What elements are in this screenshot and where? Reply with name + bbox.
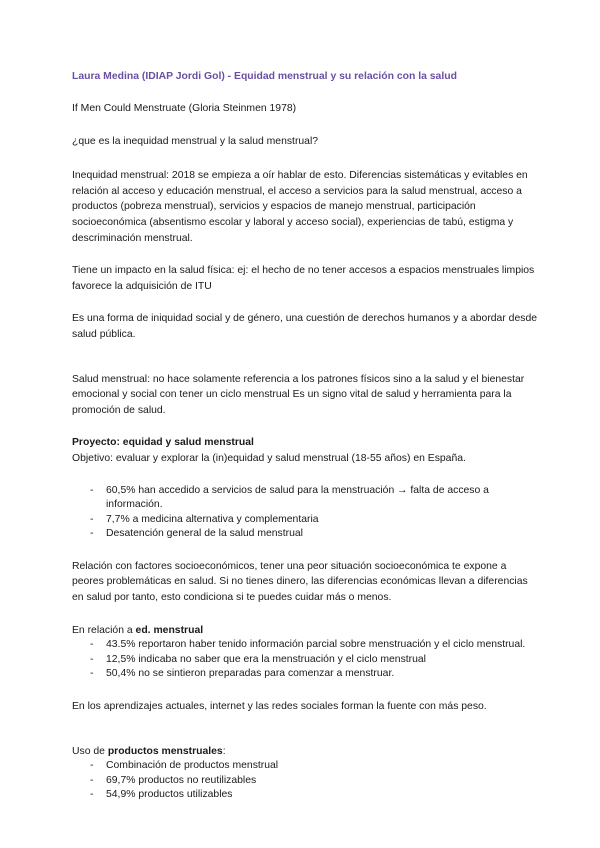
list-item: - 69,7% productos no reutilizables <box>90 774 257 786</box>
proyecto-list <box>72 484 540 542</box>
uso-heading: Uso de productos menstruales: <box>72 745 226 757</box>
ed-heading: En relación a ed. menstrual <box>72 624 204 636</box>
paragraph-aprendizajes: En los aprendizajes actuales, internet y las redes sociales forman la fuente con más peso. <box>72 701 487 713</box>
list-item: - 12,5% indicaba no saber que era la menstruación y el ciclo menstrual <box>90 653 426 665</box>
paragraph-question: ¿que es la inequidad menstrual y la salud menstrual? <box>72 135 319 147</box>
list-item: - Desatención general de la salud menstrual <box>90 528 303 540</box>
list-item: - 54,9% productos utilizables <box>90 789 233 801</box>
list-item: - 60,5% han accedido a servicios de salud para la menstruación → falta de acceso a información. <box>90 484 489 511</box>
list-item: - 7,7% a medicina alternativa y complementaria <box>90 513 319 525</box>
document-title: Laura Medina (IDIAP Jordi Gol) - Equidad menstrual y su relación con la salud <box>72 71 457 82</box>
uso-list <box>72 759 540 803</box>
paragraph-reference: If Men Could Menstruate (Gloria Steinmen 1978) <box>72 103 297 114</box>
paragraph-impacto: Tiene un impacto en la salud física: ej: el hecho de no tener accesos a espacios menstruales limpios favorece la adquisición de ITU <box>72 265 535 292</box>
paragraph-inequidad: Inequidad menstrual: 2018 se empieza a oír hablar de esto. Diferencias sistemáticas y evitables en relación al acceso y educación menstrual, el acceso a servicios para la salud menstrual, acceso a productos (pobreza menstrual), servicios y espacios de manejo menstrual, participación socioeconómica (absentismo escolar y laboral y acceso social), experiencias de tabú, estigma y descriminación menstrual. <box>72 170 528 244</box>
list-item: - 43.5% reportaron haber tenido información parcial sobre menstruación y el ciclo menstrual. <box>90 639 526 651</box>
proyecto-objective: Objetivo: evaluar y explorar la (in)equidad y salud menstrual (18-55 años) en España. <box>72 452 466 464</box>
paragraph-salud-menstrual: Salud menstrual: no hace solamente referencia a los patrones físicos sino a la salud y el bienestar emocional y social con tener un ciclo menstrual Es un signo vital de salud y herramienta para la promoción de salud. <box>72 373 525 416</box>
list-item: - Combinación de productos menstrual <box>90 760 279 772</box>
paragraph-iniquidad: Es una forma de iniquidad social y de género, una cuestión de derechos humanos y a abordar desde salud pública. <box>72 313 537 340</box>
proyecto-heading: Proyecto: equidad y salud menstrual <box>72 437 254 449</box>
ed-list <box>72 638 540 682</box>
list-item: - 50,4% no se sintieron preparadas para comenzar a menstruar. <box>90 668 395 680</box>
paragraph-socioeconomicos: Relación con factores socioeconómicos, tener una peor situación socioeconómica te expone a peores problemáticas en salud. Si no tienes dinero, las diferencias económicas llevan a diferencias en salud por tanto, esto condiciona si te puedes cuidar más o menos. <box>72 560 528 604</box>
